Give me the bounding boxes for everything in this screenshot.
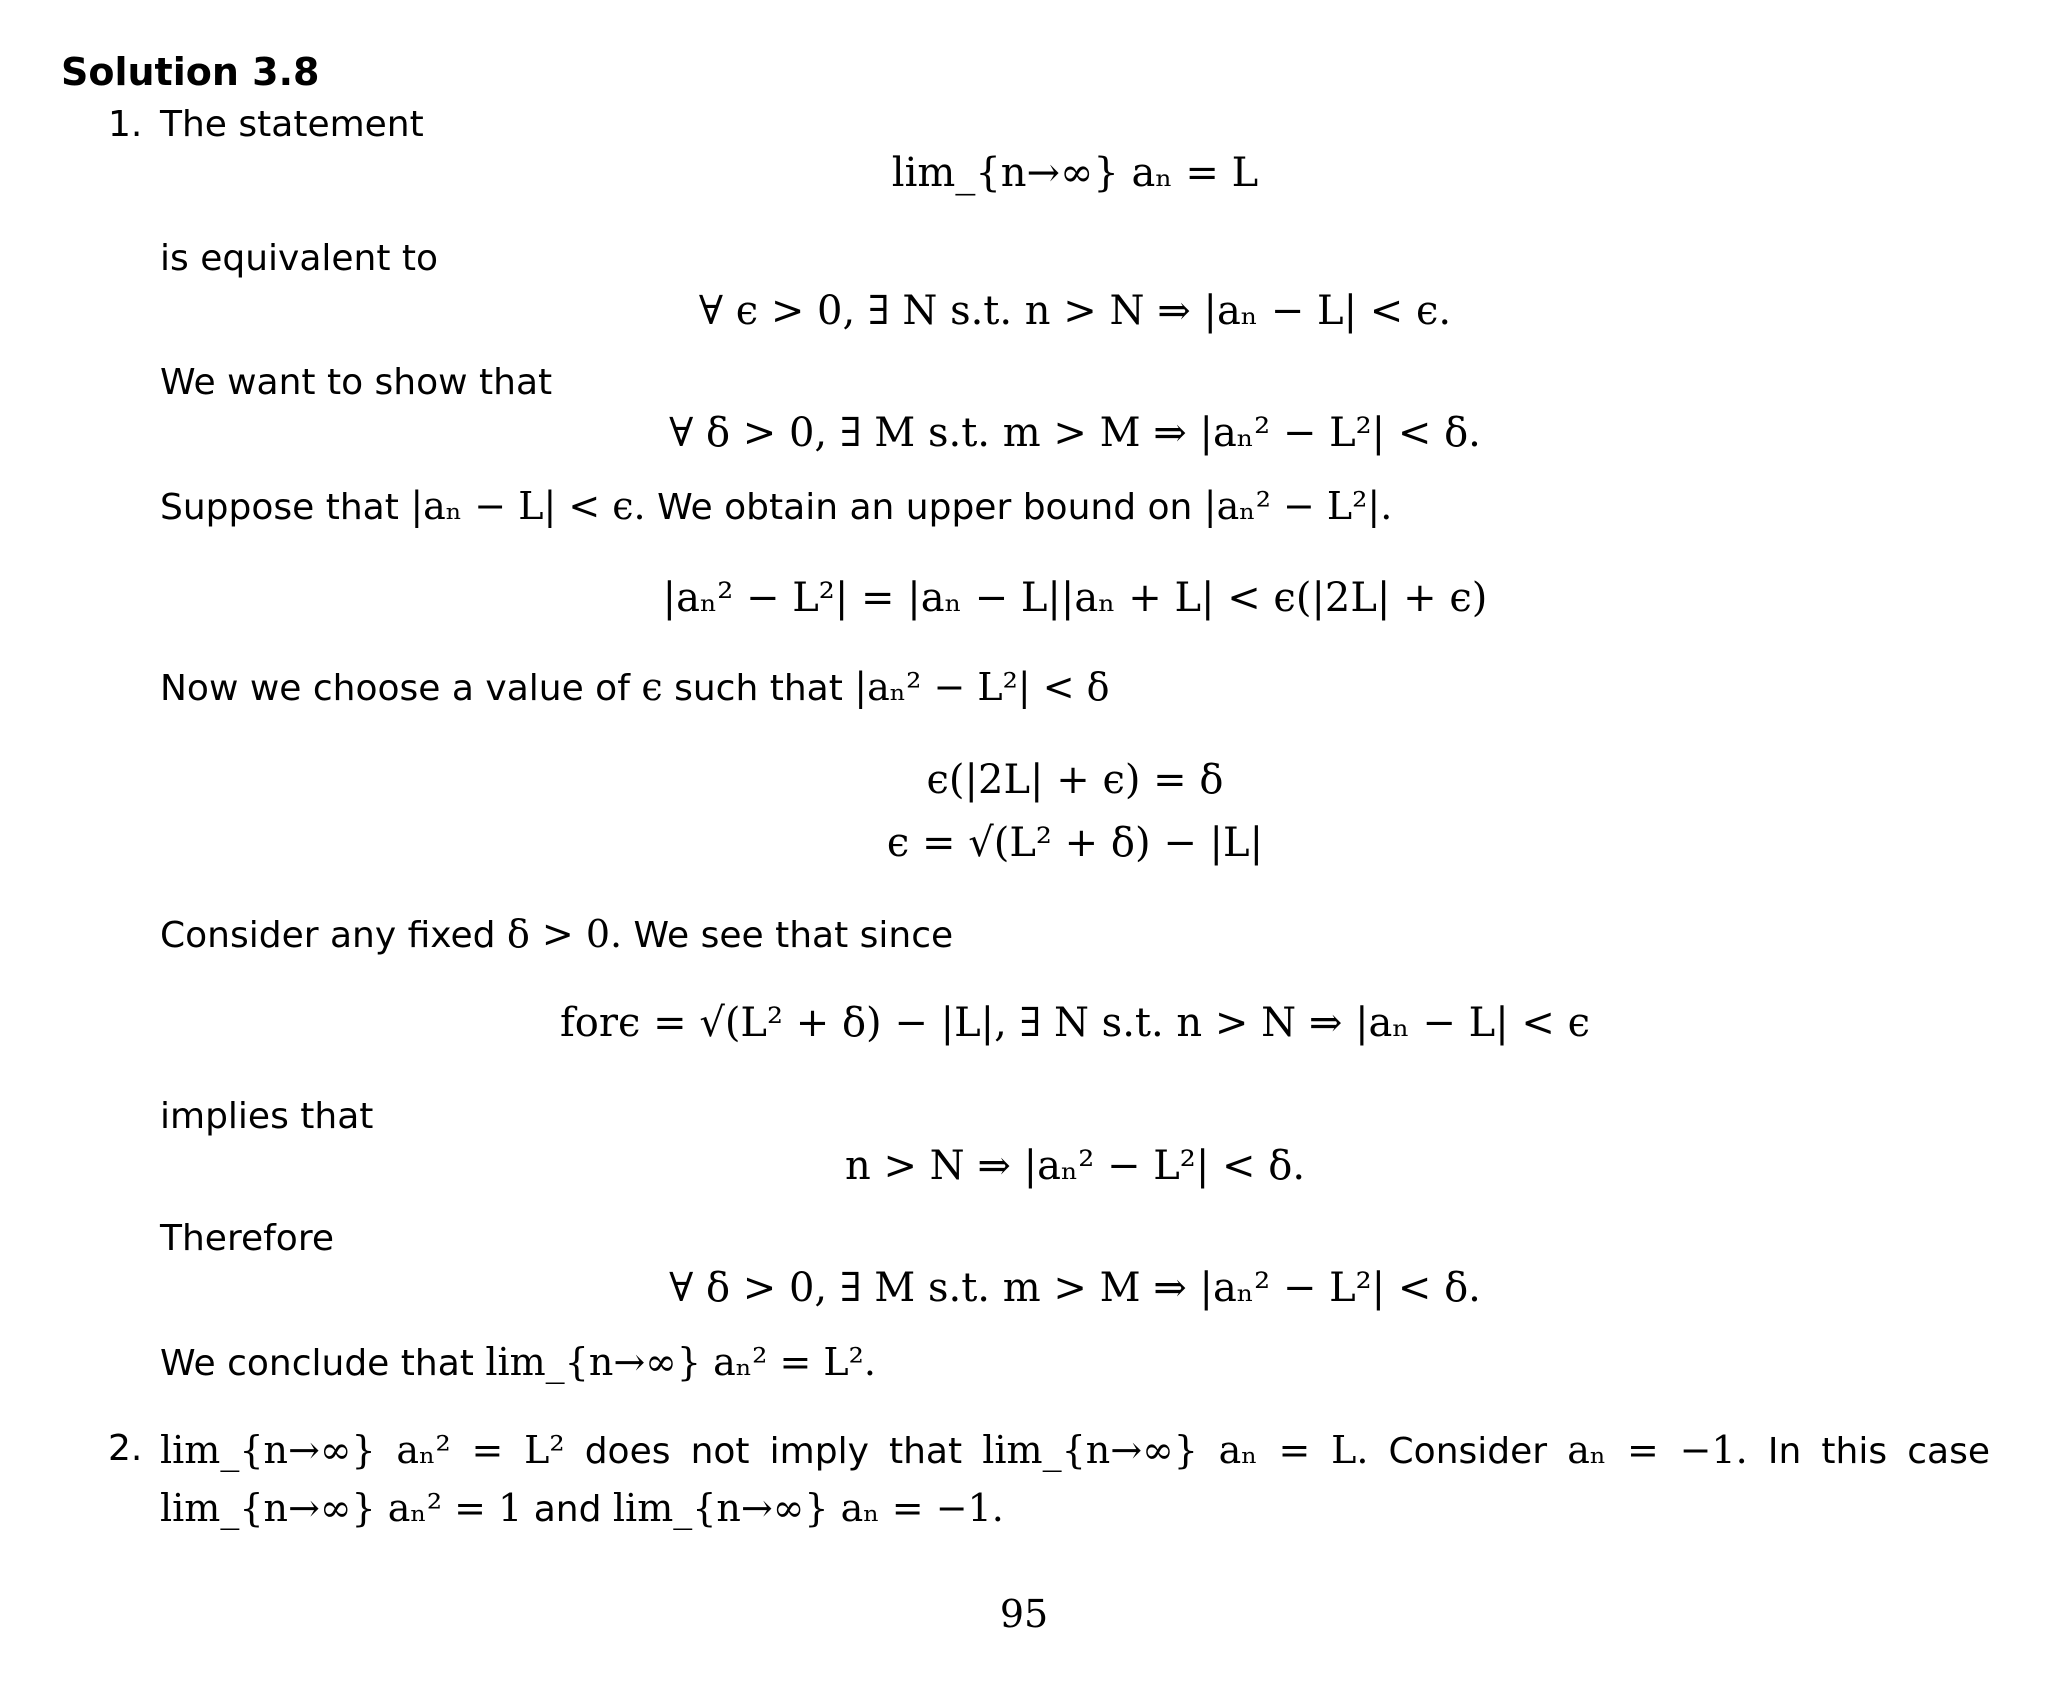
want-text: We want to show that xyxy=(160,362,553,403)
implies-text: implies that xyxy=(160,1096,374,1137)
choose-epsilon: ϵ xyxy=(641,665,663,709)
choose-math: |aₙ² − L²| < δ xyxy=(854,665,1110,709)
conclude-math: lim_{n→∞} aₙ² = L². xyxy=(485,1340,876,1384)
item2-math-4: lim_{n→∞} aₙ² = 1 xyxy=(160,1486,523,1530)
item2-math-2: lim_{n→∞} aₙ = L. xyxy=(982,1428,1369,1472)
item-1-number: 1. xyxy=(108,104,143,145)
obtain-text: We obtain an upper bound on xyxy=(657,487,1193,528)
consider-math: δ > 0. xyxy=(506,912,623,956)
obtain-math: |aₙ² − L²|. xyxy=(1203,484,1393,528)
solution-heading: Solution 3.8 xyxy=(61,50,320,94)
statement-text: The statement xyxy=(160,104,424,145)
equation-bound: |aₙ² − L²| = |aₙ − L||aₙ + L| < ϵ(|2L| + ϵ) xyxy=(662,575,1488,621)
item2-text-1: does not imply that xyxy=(584,1431,963,1472)
consider-text: Consider any fixed xyxy=(160,915,496,956)
equation-eps-solution: ϵ = √(L² + δ) − |L| xyxy=(886,820,1264,866)
item2-text-4: and xyxy=(533,1489,602,1530)
item2-text-2: Consider xyxy=(1388,1431,1548,1472)
item2-text-3: In this case xyxy=(1767,1431,1990,1472)
equation-since: forϵ = √(L² + δ) − |L|, ∃ N s.t. n > N ⇒ |aₙ − L| < ϵ xyxy=(559,1000,1591,1046)
suppose-line xyxy=(160,484,1392,528)
suppose-math: |aₙ − L| < ϵ. xyxy=(410,484,646,528)
choose-text-2: such that xyxy=(674,668,843,709)
page-number: 95 xyxy=(999,1592,1049,1636)
equation-therefore: ∀ δ > 0, ∃ M s.t. m > M ⇒ |aₙ² − L²| < δ. xyxy=(669,1265,1481,1311)
consider-line xyxy=(160,912,953,956)
equation-implies: n > N ⇒ |aₙ² − L²| < δ. xyxy=(844,1143,1306,1189)
equation-goal: ∀ δ > 0, ∃ M s.t. m > M ⇒ |aₙ² − L²| < δ. xyxy=(669,410,1481,456)
conclude-text: We conclude that xyxy=(160,1343,474,1384)
item2-math-3: aₙ = −1. xyxy=(1567,1428,1748,1472)
equation-limit: lim_{n→∞} aₙ = L xyxy=(891,150,1259,196)
choose-text: Now we choose a value of xyxy=(160,668,630,709)
choose-line xyxy=(160,665,1110,709)
equivalent-text: is equivalent to xyxy=(160,238,439,279)
item2-math-5: lim_{n→∞} aₙ = −1. xyxy=(612,1486,1004,1530)
item2-math-1: lim_{n→∞} aₙ² = L² xyxy=(160,1428,565,1472)
equation-eps-delta: ϵ(|2L| + ϵ) = δ xyxy=(926,757,1224,803)
therefore-text: Therefore xyxy=(160,1218,334,1259)
consider-text-2: We see that since xyxy=(633,915,954,956)
item-2-number: 2. xyxy=(108,1428,143,1469)
conclude-line xyxy=(160,1340,876,1384)
suppose-text: Suppose that xyxy=(160,487,399,528)
equation-definition: ∀ ϵ > 0, ∃ N s.t. n > N ⇒ |aₙ − L| < ϵ. xyxy=(698,288,1452,334)
item-2-paragraph xyxy=(160,1422,1990,1538)
